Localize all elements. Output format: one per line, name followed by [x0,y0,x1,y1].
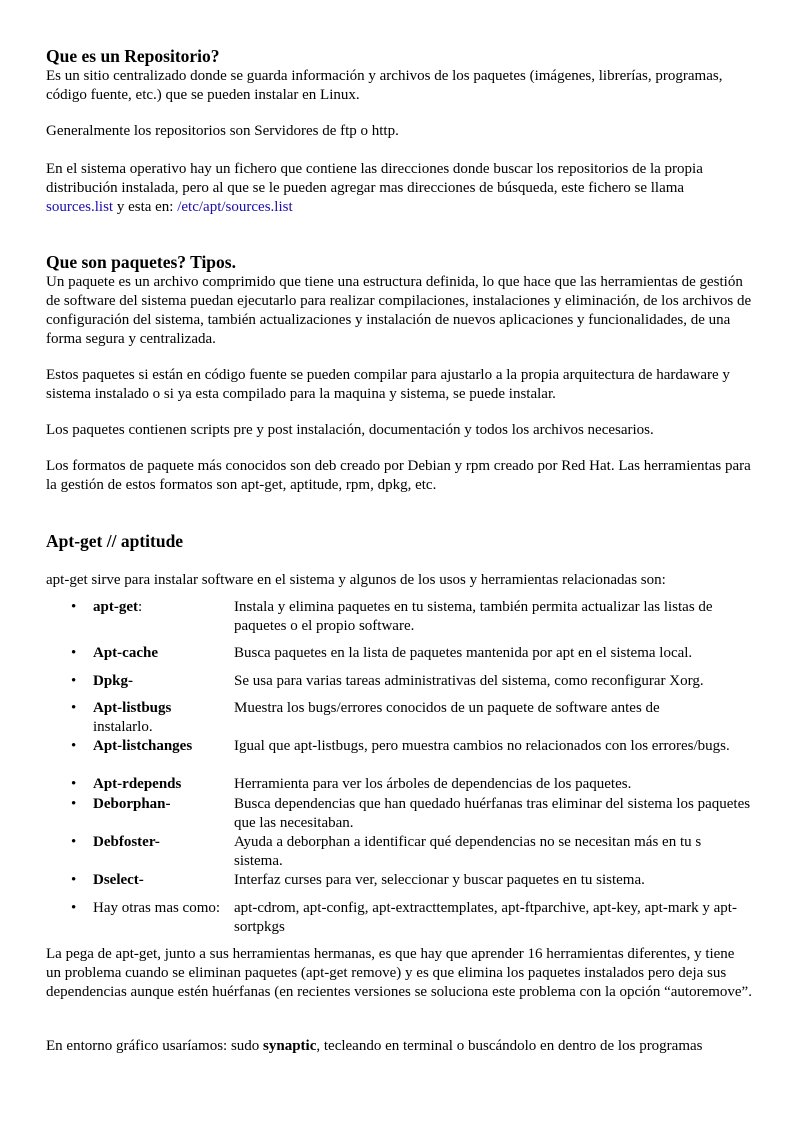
list-item-term: Dpkg- [93,673,134,689]
list-item-description: Herramienta para ver los árboles de dependencias de los paquetes. [234,776,632,792]
sources-mid-text: y esta en: [113,199,178,215]
list-item-term: Hay otras mas como: [93,900,221,916]
bullet-icon: • [71,834,77,850]
paragraph-repositorio-definicion: Es un sitio centralizado donde se guarda información y archivos de los paquetes (imágenes, librerías, programas, código fuente, etc.) que se pueden instalar en Linux. [46,68,723,103]
paragraph-apt-intro: apt-get sirve para instalar software en el sistema y algunos de los usos y herramientas relacionadas son: [46,572,666,588]
heading-apt-get: Apt-get // aptitude [46,531,184,551]
heading-paquetes: Que son paquetes? Tipos. [46,252,236,272]
list-item-description: Igual que apt-listbugs, pero muestra cambios no relacionados con los errores/bugs. [234,738,730,754]
sources-path-link[interactable]: /etc/apt/sources.list [177,199,293,215]
paragraph-codigo-fuente: Estos paquetes si están en código fuente se pueden compilar para ajustarlo a la propia arquitectura de hardaware y sistema instalado o si ya esta compilado para la maquina y sistema, se puede instalar. [46,367,730,402]
list-item-description: Muestra los bugs/errores conocidos de un paquete de software antes de [234,700,660,716]
list-item-description: Interfaz curses para ver, seleccionar y buscar paquetes en tu sistema. [234,872,645,888]
synaptic-pre-text: En entorno gráfico usaríamos: sudo [46,1038,264,1054]
paragraph-servidores: Generalmente los repositorios son Servidores de ftp o http. [46,123,399,139]
bullet-icon: • [71,872,77,888]
list-item-description: Instala y elimina paquetes en tu sistema, también permita actualizar las listas de paquetes o el propio software. [234,599,713,634]
sources-list-link[interactable]: sources.list [46,199,114,215]
paragraph-formatos: Los formatos de paquete más conocidos son deb creado por Debian y rpm creado por Red Hat. Las herramientas para la gestión de estos formatos son apt-get, aptitude, rpm, dpkg, etc. [46,458,751,493]
list-item-description: Busca paquetes en la lista de paquetes mantenida por apt en el sistema local. [234,645,693,661]
list-item-term: Apt-cache [93,645,158,661]
list-item-description: Se usa para varias tareas administrativas del sistema, como reconfigurar Xorg. [234,673,704,689]
list-item-term: Dselect- [93,872,144,888]
bullet-icon: • [71,599,77,615]
list-item-description: Busca dependencias que han quedado huérfanas tras eliminar del sistema los paquetes que las necesitaban. [234,796,751,831]
paragraph-apt-get-pega: La pega de apt-get, junto a sus herramientas hermanas, es que hay que aprender 16 herramientas diferentes, y tiene un problema cuando se eliminan paquetes (apt-get remove) y es que elimina los paquetes instalados pero deja sus dependencias aunque estén huérfanas (en recientes versiones se soluciona este problema con la opción “autoremove”. [46,946,752,1000]
list-item-term: Apt-rdepends [93,776,182,792]
list-item-term: Debfoster- [93,834,160,850]
bullet-icon: • [71,796,77,812]
paragraph-paquete-definicion: Un paquete es un archivo comprimido que tiene una estructura definida, lo que hace que las herramientas de gestión de software del sistema puedan ejecutarlo para realizar compilaciones, instalaciones y eliminación, de los archivos de configuración del sistema, también actualizaciones y instalación de nuevos aplicaciones y funcionalidades, de una forma segura y centralizada. [46,274,752,347]
paragraph-synaptic [46,1037,752,1056]
bullet-icon: • [71,738,77,754]
bullet-icon: • [71,900,77,916]
list-item-term: Deborphan- [93,796,171,812]
heading-repositorio: Que es un Repositorio? [46,46,220,66]
sources-text: En el sistema operativo hay un fichero que contiene las direcciones donde buscar los repositorios de la propia distribución instalada, pero al que se le pueden agregar mas direcciones de búsqueda, este fichero se llama [46,161,703,196]
list-item-term: Apt-listchanges [93,738,193,754]
bullet-icon: • [71,776,77,792]
paragraph-sources-list [46,160,752,217]
bullet-icon: • [71,700,77,716]
list-item-description: Ayuda a deborphan a identificar qué dependencias no se necesitan más en tu s sistema. [234,834,702,869]
list-item-description: apt-cdrom, apt-config, apt-extracttemplates, apt-ftparchive, apt-key, apt-mark y apt-sortpkgs [234,900,737,935]
bullet-icon: • [71,673,77,689]
list-item-term: apt-get: [93,599,143,615]
list-item-term: Apt-listbugs [93,700,172,716]
synaptic-command: synaptic [263,1038,317,1054]
list-item-wrap-text: instalarlo. [93,719,153,735]
paragraph-scripts: Los paquetes contienen scripts pre y post instalación, documentación y todos los archivos necesarios. [46,422,654,438]
bullet-icon: • [71,645,77,661]
synaptic-post-text: , tecleando en terminal o buscándolo en dentro de los programas [316,1038,703,1054]
